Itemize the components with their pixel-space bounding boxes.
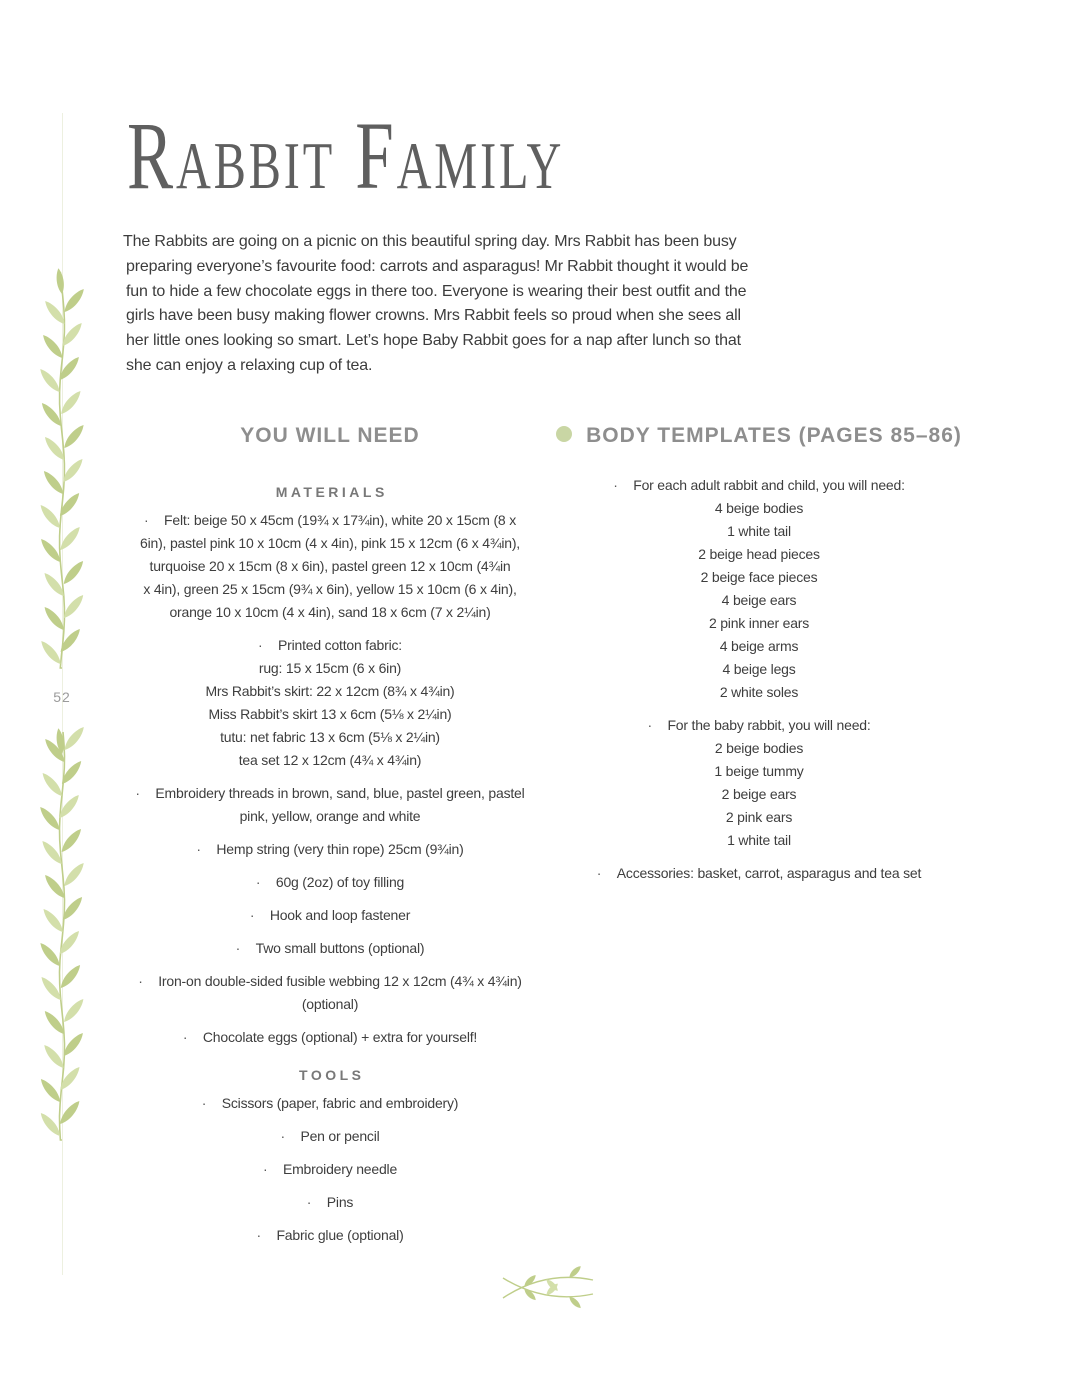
vine-leaf <box>38 1076 64 1104</box>
list-item-text: 1 white tail <box>727 522 791 539</box>
bullet-point: · <box>249 906 255 923</box>
list-item-text: Felt: beige 50 x 45cm (19¾ x 17¾in), white 20 x 15cm (8 x <box>164 511 516 528</box>
list-item-line <box>80 1125 580 1148</box>
intro-line: she can enjoy a relaxing cup of tea. <box>126 356 373 374</box>
list-item <box>120 782 540 828</box>
list-item-line <box>80 509 580 532</box>
bullet-point: · <box>196 840 201 857</box>
list-item-line <box>80 680 580 703</box>
vine-leaf <box>61 422 87 450</box>
intro-line: her little ones looking so smart. Let’s hope Baby Rabbit goes for a nap after lunch so that <box>126 332 741 350</box>
list-item-text: Chocolate eggs (optional) + extra for yourself! <box>202 1028 478 1045</box>
list-item-line <box>520 520 998 543</box>
list-item-text: 1 white tail <box>727 831 791 848</box>
list-item-line <box>80 578 580 601</box>
vine-leaf <box>41 468 67 496</box>
list-item-text: 6in), pastel pink 10 x 10cm (4 x 4in), pink 15 x 12cm (6 x 4¾in), <box>140 534 520 551</box>
list-item-text: Pen or pencil <box>300 1127 380 1144</box>
list-item-line <box>80 871 580 894</box>
list-item-line <box>80 1191 580 1214</box>
list-item-line <box>80 532 580 555</box>
vine-leaf <box>40 332 66 360</box>
list-item-line <box>520 806 998 829</box>
list-item-text: tutu: net fabric 13 x 6cm (5⅛ x 2¼in) <box>220 728 440 745</box>
list-item-line <box>80 1158 580 1181</box>
list-item-line <box>520 714 998 737</box>
list-item-text: Scissors (paper, fabric and embroidery) <box>221 1094 459 1111</box>
list-item <box>120 871 540 894</box>
list-item-text: Accessories: basket, carrot, asparagus and tea set <box>616 864 922 881</box>
bullet-point: · <box>255 873 261 890</box>
body-templates-list <box>560 474 958 885</box>
list-item-text: Fabric glue (optional) <box>276 1226 404 1243</box>
list-item-line <box>520 681 998 704</box>
list-item-line <box>80 1092 580 1115</box>
list-item-line <box>520 760 998 783</box>
list-item-text: 4 beige bodies <box>714 499 804 516</box>
vine-leaf <box>57 928 83 956</box>
list-item-line <box>80 749 580 772</box>
list-item-line <box>80 703 580 726</box>
list-item-text: Two small buttons (optional) <box>255 939 425 956</box>
bullet-point: · <box>144 511 149 528</box>
list-item-line <box>520 566 998 589</box>
list-item <box>560 862 958 885</box>
materials-section <box>120 482 540 1049</box>
list-item-line <box>80 838 580 861</box>
you-will-need-heading: YOU WILL NEED <box>240 424 420 447</box>
list-item <box>120 1125 540 1148</box>
bullet-point: · <box>596 864 602 881</box>
materials-heading: MATERIALS <box>275 484 388 500</box>
bullet-point: · <box>306 1193 312 1210</box>
list-item-text: 2 pink inner ears <box>708 614 810 631</box>
you-will-need-column <box>120 423 540 1247</box>
ornament-leaf <box>522 1273 537 1288</box>
list-item-text: Hook and loop fastener <box>269 906 411 923</box>
list-item-text: tea set 12 x 12cm (4¾ x 4¾in) <box>238 751 422 768</box>
list-item-text: 2 beige face pieces <box>700 568 818 585</box>
list-item <box>120 1026 540 1049</box>
list-item-text: Embroidery threads in brown, sand, blue, pastel green, pastel <box>155 784 525 801</box>
list-item <box>120 1224 540 1247</box>
vine-leaf <box>38 502 64 530</box>
list-item-text: 4 beige ears <box>721 591 797 608</box>
list-item-line <box>520 474 998 497</box>
list-item <box>120 634 540 772</box>
intro-line: girls have been busy making flower crowns. Mrs Rabbit feels so proud when she sees all <box>126 307 741 325</box>
list-item <box>560 714 958 852</box>
list-item-line <box>80 1026 580 1049</box>
list-item-text: pink, yellow, orange and white <box>239 807 421 824</box>
list-item-text: Miss Rabbit’s skirt 13 x 6cm (5⅛ x 2¼in) <box>208 705 452 722</box>
intro-paragraph <box>123 230 749 379</box>
list-item-text: 2 beige bodies <box>714 739 804 756</box>
ornament-leaf <box>522 1287 537 1302</box>
bullet-point: · <box>235 939 241 956</box>
list-item-line <box>80 904 580 927</box>
vine-leaf <box>40 906 66 934</box>
list-item <box>120 1092 540 1115</box>
list-item-line <box>520 862 998 885</box>
list-item-line <box>80 805 580 828</box>
bullet-point: · <box>258 636 263 653</box>
vine-leaf <box>56 354 82 382</box>
leaf-sprig-ornament <box>497 1266 599 1310</box>
list-item-line <box>80 634 580 657</box>
list-item-text: 2 pink ears <box>725 808 793 825</box>
vine-stem <box>60 272 65 668</box>
list-item-line <box>80 726 580 749</box>
list-item-text: 2 white soles <box>719 683 799 700</box>
list-item-line <box>80 782 580 805</box>
list-item-line <box>520 543 998 566</box>
list-item-line <box>80 993 580 1016</box>
list-item-line <box>80 1224 580 1247</box>
list-item <box>120 904 540 927</box>
vine-leaf <box>57 524 83 552</box>
vine-leaf <box>57 490 83 518</box>
vine-leaf <box>38 638 64 666</box>
list-item-text: Iron-on double-sided fusible webbing 12 x 12cm (4¾ x 4¾in) <box>158 972 522 989</box>
list-item-text: 4 beige legs <box>722 660 796 677</box>
bullet-point: · <box>256 1226 261 1243</box>
list-item <box>560 474 958 704</box>
list-item-text: Printed cotton fabric: <box>278 636 402 653</box>
list-item-text: turquoise 20 x 15cm (8 x 6in), pastel green 12 x 10cm (4¾in <box>149 557 511 574</box>
list-item-line <box>520 589 998 612</box>
list-item-line <box>80 555 580 578</box>
list-item-text: 60g (2oz) of toy filling <box>275 873 405 890</box>
list-item <box>120 509 540 624</box>
list-item-text: Pins <box>326 1193 354 1210</box>
tools-list <box>120 1092 540 1247</box>
intro-line: fun to hide a few chocolate eggs in there too. Everyone is wearing their best outfit and the <box>126 282 747 300</box>
list-item-line <box>80 937 580 960</box>
vine-leaf <box>37 366 63 394</box>
list-item-line <box>520 635 998 658</box>
list-item-text: 1 beige tummy <box>714 762 804 779</box>
list-item <box>120 1158 540 1181</box>
list-item-line <box>520 829 998 852</box>
list-item <box>120 1191 540 1214</box>
body-templates-heading-row <box>548 423 970 449</box>
list-item-line <box>80 601 580 624</box>
bullet-point: · <box>647 716 652 733</box>
materials-list <box>120 509 540 1049</box>
list-item <box>120 838 540 861</box>
tools-section <box>120 1065 540 1247</box>
vine-leaf <box>55 268 65 295</box>
bullet-point: · <box>201 1094 207 1111</box>
list-item-text: orange 10 x 10cm (4 x 4in), sand 18 x 6cm (7 x 2¼in) <box>169 603 491 620</box>
vine-leaf <box>57 1064 83 1092</box>
vine-leaf <box>58 388 84 416</box>
bullet-point: · <box>138 972 143 989</box>
bullet-point: · <box>182 1028 188 1045</box>
bullet-point: · <box>280 1127 285 1144</box>
list-item-text: Hemp string (very thin rope) 25cm (9¾in) <box>216 840 464 857</box>
list-item-text: Embroidery needle <box>282 1160 398 1177</box>
list-item-text: Mrs Rabbit’s skirt: 22 x 12cm (8¾ x 4¾in) <box>205 682 455 699</box>
vine-leaf <box>37 940 63 968</box>
list-item-text: rug: 15 x 15cm (6 x 6in) <box>258 659 402 676</box>
list-item-line <box>520 737 998 760</box>
list-item-text: 2 beige head pieces <box>698 545 820 562</box>
green-dot-icon <box>556 426 572 442</box>
list-item-line <box>520 497 998 520</box>
vine-leaf <box>41 1042 67 1070</box>
page-number: 52 <box>53 689 71 705</box>
list-item-text: For each adult rabbit and child, you will need: <box>633 476 905 493</box>
body-templates-heading: BODY TEMPLATES (PAGES 85–86) <box>586 424 962 447</box>
intro-line: The Rabbits are going on a picnic on this beautiful spring day. Mrs Rabbit has been busy <box>123 233 737 250</box>
list-item-line <box>80 657 580 680</box>
list-item-text: 4 beige arms <box>719 637 799 654</box>
vine-leaf <box>37 804 63 832</box>
list-item-text: (optional) <box>301 995 359 1012</box>
vine-leaf <box>42 604 68 632</box>
intro-line: preparing everyone’s favourite food: carrots and asparagus! Mr Rabbit thought it would be <box>126 257 749 275</box>
list-item-text: 2 beige ears <box>721 785 797 802</box>
bullet-point: · <box>613 476 618 493</box>
page-title: Rabbit Family <box>127 102 565 209</box>
list-item-line <box>520 658 998 681</box>
list-item <box>120 937 540 960</box>
list-item-text: For the baby rabbit, you will need: <box>667 716 871 733</box>
list-item-text: x 4in), green 25 x 15cm (9¾ x 6in), yellow 15 x 10cm (6 x 4in), <box>143 580 517 597</box>
tools-heading: TOOLS <box>299 1067 365 1083</box>
list-item <box>120 970 540 1016</box>
bullet-point: · <box>262 1160 268 1177</box>
body-templates-column <box>560 423 962 885</box>
vine-leaf <box>61 286 87 314</box>
list-item-line <box>80 970 580 993</box>
list-item-line <box>520 612 998 635</box>
vine-leaf <box>59 320 85 348</box>
list-item-line <box>520 783 998 806</box>
vine-leaf <box>40 770 66 798</box>
bullet-point: · <box>135 784 140 801</box>
